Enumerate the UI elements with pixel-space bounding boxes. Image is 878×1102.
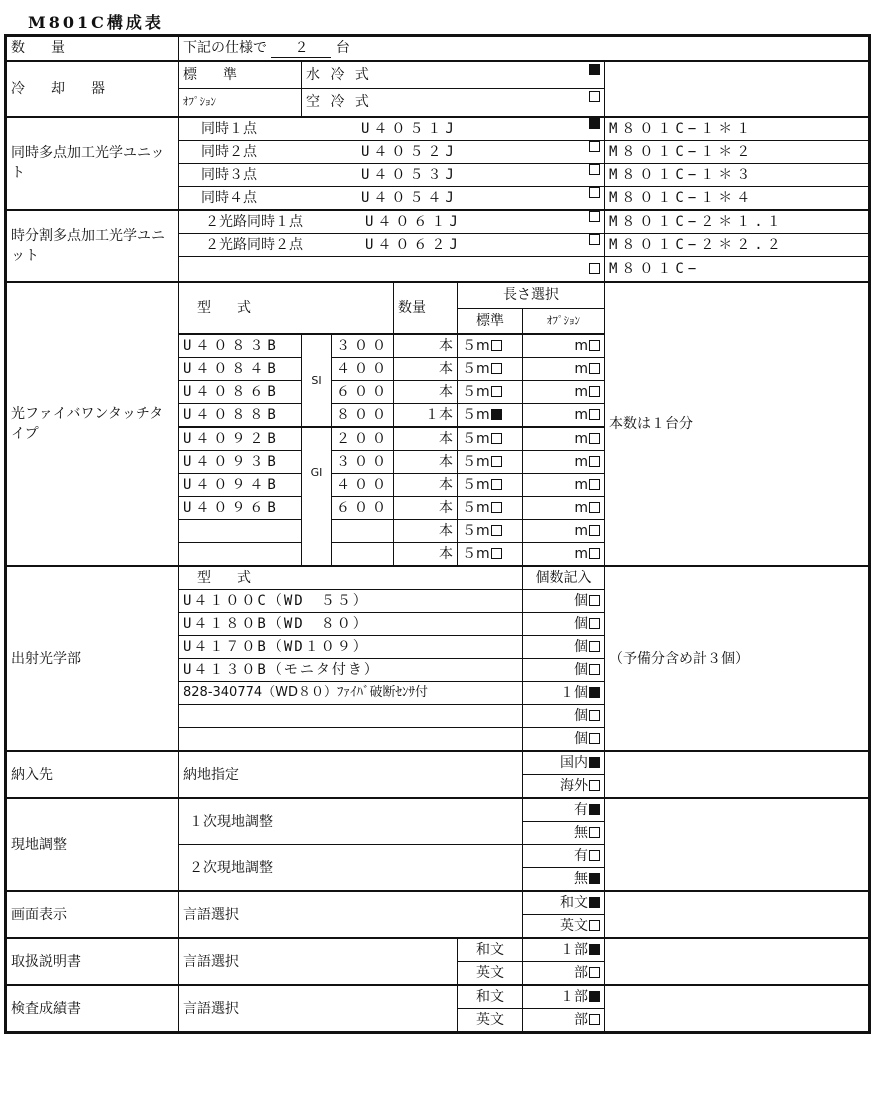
display-note xyxy=(605,891,869,938)
emission-label: 出射光学部 xyxy=(7,566,179,751)
fiber-opt-checkbox[interactable] xyxy=(589,479,600,490)
fiber-opt-checkbox[interactable] xyxy=(589,502,600,513)
fiber-std xyxy=(458,474,523,497)
fiber-type-si: SI xyxy=(302,334,332,427)
cooler-option: ｵﾌﾟｼｮﾝ xyxy=(179,89,302,117)
manual-jp-count: １部 xyxy=(560,942,588,958)
multi-unit-model-1: M８０１C−１＊１ xyxy=(605,117,869,141)
fiber-header-opt: ｵﾌﾟｼｮﾝ xyxy=(523,308,605,334)
emission-count xyxy=(523,705,605,728)
emission-model: U４１３０B（モニタ付き） xyxy=(179,659,523,682)
emission-checkbox[interactable] xyxy=(589,710,600,721)
delivery-item: 納地指定 xyxy=(179,751,523,798)
emission-count-label: 個 xyxy=(574,593,588,609)
fiber-opt-label: m xyxy=(574,338,588,354)
fiber-qty-field[interactable]: 本 xyxy=(394,358,458,381)
fiber-opt xyxy=(523,543,605,567)
split-unit-model-3: M８０１C− xyxy=(605,256,869,282)
fiber-std-checkbox[interactable] xyxy=(491,433,502,444)
delivery-overseas xyxy=(523,775,605,799)
fiber-opt-label: m xyxy=(574,431,588,447)
manual-en xyxy=(523,962,605,986)
multi-unit-checkbox-1[interactable] xyxy=(589,118,600,129)
fiber-opt-label: m xyxy=(574,500,588,516)
fiber-qty-field[interactable]: 本 xyxy=(394,497,458,520)
quantity-label: 数 量 xyxy=(7,37,179,61)
emission-checkbox[interactable] xyxy=(589,618,600,629)
fiber-length: ３００ xyxy=(332,451,394,474)
fiber-std-label: ５m xyxy=(462,454,490,470)
multi-unit-model-4: M８０１C−１＊４ xyxy=(605,186,869,210)
cooler-air-label: 空 冷 式 xyxy=(306,94,372,111)
manual-jp-checkbox[interactable] xyxy=(589,944,600,955)
fiber-model: U４０８４B xyxy=(179,358,302,381)
emission-model: U４１７０B（WD１０９） xyxy=(179,636,523,659)
fiber-length-blank[interactable] xyxy=(332,520,394,543)
fiber-opt xyxy=(523,334,605,358)
fiber-opt xyxy=(523,497,605,520)
fiber-std-label: ５m xyxy=(462,338,490,354)
display-jp xyxy=(523,891,605,915)
delivery-domestic-label: 国内 xyxy=(560,755,588,771)
fiber-std xyxy=(458,404,523,428)
fiber-qty-field[interactable]: 本 xyxy=(394,451,458,474)
emission-note: （予備分含め計３個） xyxy=(605,566,869,751)
emission-count xyxy=(523,682,605,705)
split-unit-label: 時分割多点加工光学ユニット xyxy=(7,210,179,283)
emission-model-blank[interactable] xyxy=(179,728,523,752)
onsite-1-no-label: 無 xyxy=(574,825,588,841)
fiber-opt-checkbox[interactable] xyxy=(589,525,600,536)
fiber-opt xyxy=(523,358,605,381)
fiber-std xyxy=(458,497,523,520)
inspection-label: 検査成績書 xyxy=(7,985,179,1032)
emission-count-label: 個 xyxy=(574,731,588,747)
onsite-2-no xyxy=(523,868,605,892)
fiber-length: ３００ xyxy=(332,334,394,358)
fiber-opt-label: m xyxy=(574,477,588,493)
multi-unit-model-3: M８０１C−１＊３ xyxy=(605,163,869,186)
onsite-1-yes-checkbox[interactable] xyxy=(589,804,600,815)
multi-unit-checkbox-2[interactable] xyxy=(589,141,600,152)
onsite-2-no-label: 無 xyxy=(574,871,588,887)
emission-count xyxy=(523,728,605,752)
emission-header-model: 型 式 xyxy=(179,566,523,590)
fiber-model: U４０９２B xyxy=(179,427,302,451)
multi-unit-model-2: M８０１C−１＊２ xyxy=(605,140,869,163)
fiber-opt xyxy=(523,381,605,404)
fiber-opt xyxy=(523,404,605,428)
fiber-std-label: ５m xyxy=(462,384,490,400)
multi-unit-row-2[interactable] xyxy=(179,140,605,163)
delivery-domestic xyxy=(523,751,605,775)
inspection-jp-checkbox[interactable] xyxy=(589,991,600,1002)
emission-count-label: 個 xyxy=(574,616,588,632)
onsite-2-yes xyxy=(523,845,605,868)
fiber-std-label: ５m xyxy=(462,523,490,539)
fiber-opt xyxy=(523,427,605,451)
fiber-std-checkbox[interactable] xyxy=(491,340,502,351)
manual-jp xyxy=(523,938,605,962)
fiber-opt-checkbox[interactable] xyxy=(589,456,600,467)
manual-label: 取扱説明書 xyxy=(7,938,179,985)
emission-checkbox[interactable] xyxy=(589,733,600,744)
inspection-en xyxy=(523,1009,605,1032)
fiber-std-label: ５m xyxy=(462,431,490,447)
fiber-qty-field[interactable]: 本 xyxy=(394,474,458,497)
emission-count-label: 個 xyxy=(574,662,588,678)
split-unit-model-1: M８０１C−２＊１.１ xyxy=(605,210,869,234)
emission-count-label: 個 xyxy=(574,708,588,724)
cooler-standard: 標 準 xyxy=(179,61,302,89)
multi-unit-checkbox-4[interactable] xyxy=(589,187,600,198)
onsite-1-yes xyxy=(523,798,605,822)
fiber-opt-label: m xyxy=(574,546,588,562)
manual-en-checkbox[interactable] xyxy=(589,967,600,978)
fiber-std-checkbox[interactable] xyxy=(491,479,502,490)
fiber-header-qty: 数量 xyxy=(394,282,458,334)
fiber-std-checkbox[interactable] xyxy=(491,363,502,374)
manual-en-count: 部 xyxy=(574,965,588,981)
cooler-air[interactable] xyxy=(302,89,605,117)
delivery-label: 納入先 xyxy=(7,751,179,798)
onsite-item-2: ２次現地調整 xyxy=(179,845,523,892)
onsite-item-1: １次現地調整 xyxy=(179,798,523,845)
fiber-opt-checkbox[interactable] xyxy=(589,340,600,351)
cooler-water-label: 水 冷 式 xyxy=(306,66,372,83)
display-en xyxy=(523,915,605,939)
fiber-std-checkbox[interactable] xyxy=(491,409,502,420)
onsite-1-no xyxy=(523,822,605,845)
fiber-opt xyxy=(523,451,605,474)
delivery-note xyxy=(605,751,869,798)
split-unit-code: U４０６２J xyxy=(365,236,462,253)
emission-count-label: 個 xyxy=(574,639,588,655)
multi-unit-code: U４０５３J xyxy=(361,166,458,183)
inspection-jp-lang: 和文 xyxy=(458,985,523,1009)
split-unit-name: ２光路同時２点 xyxy=(205,236,303,253)
emission-model-blank[interactable] xyxy=(179,705,523,728)
fiber-std-label: ５m xyxy=(462,500,490,516)
fiber-qty-field[interactable]: １本 xyxy=(394,404,458,428)
fiber-opt-checkbox[interactable] xyxy=(589,433,600,444)
fiber-length-blank[interactable] xyxy=(332,543,394,567)
emission-model: U４１８０B（WD ８０） xyxy=(179,613,523,636)
cooler-note xyxy=(605,61,869,117)
manual-item: 言語選択 xyxy=(179,938,458,985)
split-unit-checkbox-1[interactable] xyxy=(589,211,600,222)
fiber-opt-label: m xyxy=(574,454,588,470)
cooler-water-checkbox[interactable] xyxy=(589,64,600,75)
fiber-std-checkbox[interactable] xyxy=(491,456,502,467)
fiber-std-label: ５m xyxy=(462,407,490,423)
fiber-std xyxy=(458,427,523,451)
display-item: 言語選択 xyxy=(179,891,523,938)
emission-checkbox[interactable] xyxy=(589,595,600,606)
fiber-opt-checkbox[interactable] xyxy=(589,409,600,420)
manual-note xyxy=(605,938,869,985)
split-unit-row-3[interactable] xyxy=(179,256,605,282)
display-jp-checkbox[interactable] xyxy=(589,897,600,908)
quantity-prefix: 下記の仕様で xyxy=(183,40,267,57)
fiber-model: U４０９３B xyxy=(179,451,302,474)
fiber-std xyxy=(458,451,523,474)
fiber-std-checkbox[interactable] xyxy=(491,502,502,513)
multi-unit-label: 同時多点加工光学ユニット xyxy=(7,117,179,210)
multi-unit-code: U４０５４J xyxy=(361,189,458,206)
multi-unit-name: 同時４点 xyxy=(201,189,257,206)
inspection-en-lang: 英文 xyxy=(458,1009,523,1032)
emission-count xyxy=(523,590,605,613)
split-unit-row-1[interactable] xyxy=(179,210,605,234)
multi-unit-code: U４０５１J xyxy=(361,120,458,137)
fiber-length: ４００ xyxy=(332,358,394,381)
fiber-note: 本数は１台分 xyxy=(605,282,869,566)
emission-count xyxy=(523,636,605,659)
onsite-1-yes-label: 有 xyxy=(574,802,588,818)
split-unit-row-2[interactable] xyxy=(179,233,605,256)
split-unit-code: U４０６１J xyxy=(365,213,462,230)
onsite-label: 現地調整 xyxy=(7,798,179,891)
fiber-std-label: ５m xyxy=(462,477,490,493)
onsite-2-yes-label: 有 xyxy=(574,848,588,864)
multi-unit-name: 同時２点 xyxy=(201,143,257,160)
fiber-model: U４０９４B xyxy=(179,474,302,497)
emission-checkbox[interactable] xyxy=(589,687,600,698)
fiber-std-checkbox[interactable] xyxy=(491,548,502,559)
multi-unit-name: 同時１点 xyxy=(201,120,257,137)
quantity-value[interactable]: ２ xyxy=(271,39,331,58)
inspection-jp xyxy=(523,985,605,1009)
fiber-header-std: 標準 xyxy=(458,308,523,334)
fiber-std-checkbox[interactable] xyxy=(491,386,502,397)
onsite-2-no-checkbox[interactable] xyxy=(589,873,600,884)
cooler-water[interactable] xyxy=(302,61,605,89)
inspection-en-count: 部 xyxy=(574,1012,588,1028)
fiber-length: ２００ xyxy=(332,427,394,451)
cooler-air-checkbox[interactable] xyxy=(589,91,600,102)
fiber-opt-checkbox[interactable] xyxy=(589,363,600,374)
onsite-1-no-checkbox[interactable] xyxy=(589,827,600,838)
fiber-length: ６００ xyxy=(332,497,394,520)
fiber-opt xyxy=(523,520,605,543)
emission-count xyxy=(523,659,605,682)
fiber-length: ６００ xyxy=(332,381,394,404)
split-unit-checkbox-3[interactable] xyxy=(589,263,600,274)
fiber-model: U４０９６B xyxy=(179,497,302,520)
fiber-opt-checkbox[interactable] xyxy=(589,386,600,397)
onsite-note xyxy=(605,798,869,891)
emission-count-label: １個 xyxy=(560,685,588,701)
fiber-std xyxy=(458,358,523,381)
fiber-model: U４０８６B xyxy=(179,381,302,404)
inspection-item: 言語選択 xyxy=(179,985,458,1032)
fiber-label: 光ファイバワンタッチタイプ xyxy=(7,282,179,566)
inspection-jp-count: １部 xyxy=(560,989,588,1005)
fiber-std-checkbox[interactable] xyxy=(491,525,502,536)
fiber-qty-field[interactable]: 本 xyxy=(394,543,458,567)
fiber-length: ８００ xyxy=(332,404,394,428)
fiber-model: U４０８３B xyxy=(179,334,302,358)
inspection-en-checkbox[interactable] xyxy=(589,1014,600,1025)
fiber-model-blank[interactable] xyxy=(179,543,302,567)
fiber-std-label: ５m xyxy=(462,546,490,562)
emission-header-count: 個数記入 xyxy=(523,566,605,590)
cooler-label: 冷 却 器 xyxy=(7,61,179,117)
split-unit-checkbox-2[interactable] xyxy=(589,234,600,245)
fiber-type-gi: GI xyxy=(302,427,332,566)
emission-model: 828-340774（WD８０）ﾌｧｲﾊﾞ破断ｾﾝｻ付 xyxy=(179,682,523,705)
split-unit-model-2: M８０１C−２＊２.２ xyxy=(605,233,869,256)
fiber-opt-label: m xyxy=(574,361,588,377)
emission-model: U４１００C（WD ５５） xyxy=(179,590,523,613)
manual-jp-lang: 和文 xyxy=(458,938,523,962)
onsite-2-yes-checkbox[interactable] xyxy=(589,850,600,861)
multi-unit-checkbox-3[interactable] xyxy=(589,164,600,175)
fiber-opt-label: m xyxy=(574,523,588,539)
manual-en-lang: 英文 xyxy=(458,962,523,986)
fiber-opt-label: m xyxy=(574,407,588,423)
fiber-opt-label: m xyxy=(574,384,588,400)
fiber-length: ４００ xyxy=(332,474,394,497)
page-title: M801C構成表 xyxy=(28,13,164,32)
fiber-qty-field[interactable]: 本 xyxy=(394,427,458,451)
fiber-opt xyxy=(523,474,605,497)
fiber-std xyxy=(458,520,523,543)
multi-unit-name: 同時３点 xyxy=(201,166,257,183)
display-label: 画面表示 xyxy=(7,891,179,938)
display-jp-label: 和文 xyxy=(560,895,588,911)
fiber-qty-field[interactable]: 本 xyxy=(394,520,458,543)
delivery-domestic-checkbox[interactable] xyxy=(589,757,600,768)
fiber-qty-field[interactable]: 本 xyxy=(394,381,458,404)
fiber-model-blank[interactable] xyxy=(179,520,302,543)
multi-unit-row-1[interactable] xyxy=(179,117,605,141)
quantity-unit: 台 xyxy=(335,40,350,57)
fiber-header-length: 長さ選択 xyxy=(458,282,605,308)
fiber-qty-field[interactable]: 本 xyxy=(394,334,458,358)
fiber-std xyxy=(458,334,523,358)
fiber-header-model: 型 式 xyxy=(179,282,394,334)
fiber-model: U４０８８B xyxy=(179,404,302,428)
delivery-overseas-label: 海外 xyxy=(560,778,588,794)
configuration-table xyxy=(6,36,869,1032)
delivery-overseas-checkbox[interactable] xyxy=(589,780,600,791)
fiber-opt-checkbox[interactable] xyxy=(589,548,600,559)
display-en-checkbox[interactable] xyxy=(589,920,600,931)
fiber-std xyxy=(458,543,523,567)
emission-count xyxy=(523,613,605,636)
inspection-note xyxy=(605,985,869,1032)
fiber-std-label: ５m xyxy=(462,361,490,377)
emission-checkbox[interactable] xyxy=(589,664,600,675)
multi-unit-row-3[interactable] xyxy=(179,163,605,186)
multi-unit-code: U４０５２J xyxy=(361,143,458,160)
display-en-label: 英文 xyxy=(560,918,588,934)
multi-unit-row-4[interactable] xyxy=(179,186,605,210)
split-unit-name: ２光路同時１点 xyxy=(205,213,303,230)
fiber-std xyxy=(458,381,523,404)
emission-checkbox[interactable] xyxy=(589,641,600,652)
quantity-field[interactable] xyxy=(179,37,869,61)
